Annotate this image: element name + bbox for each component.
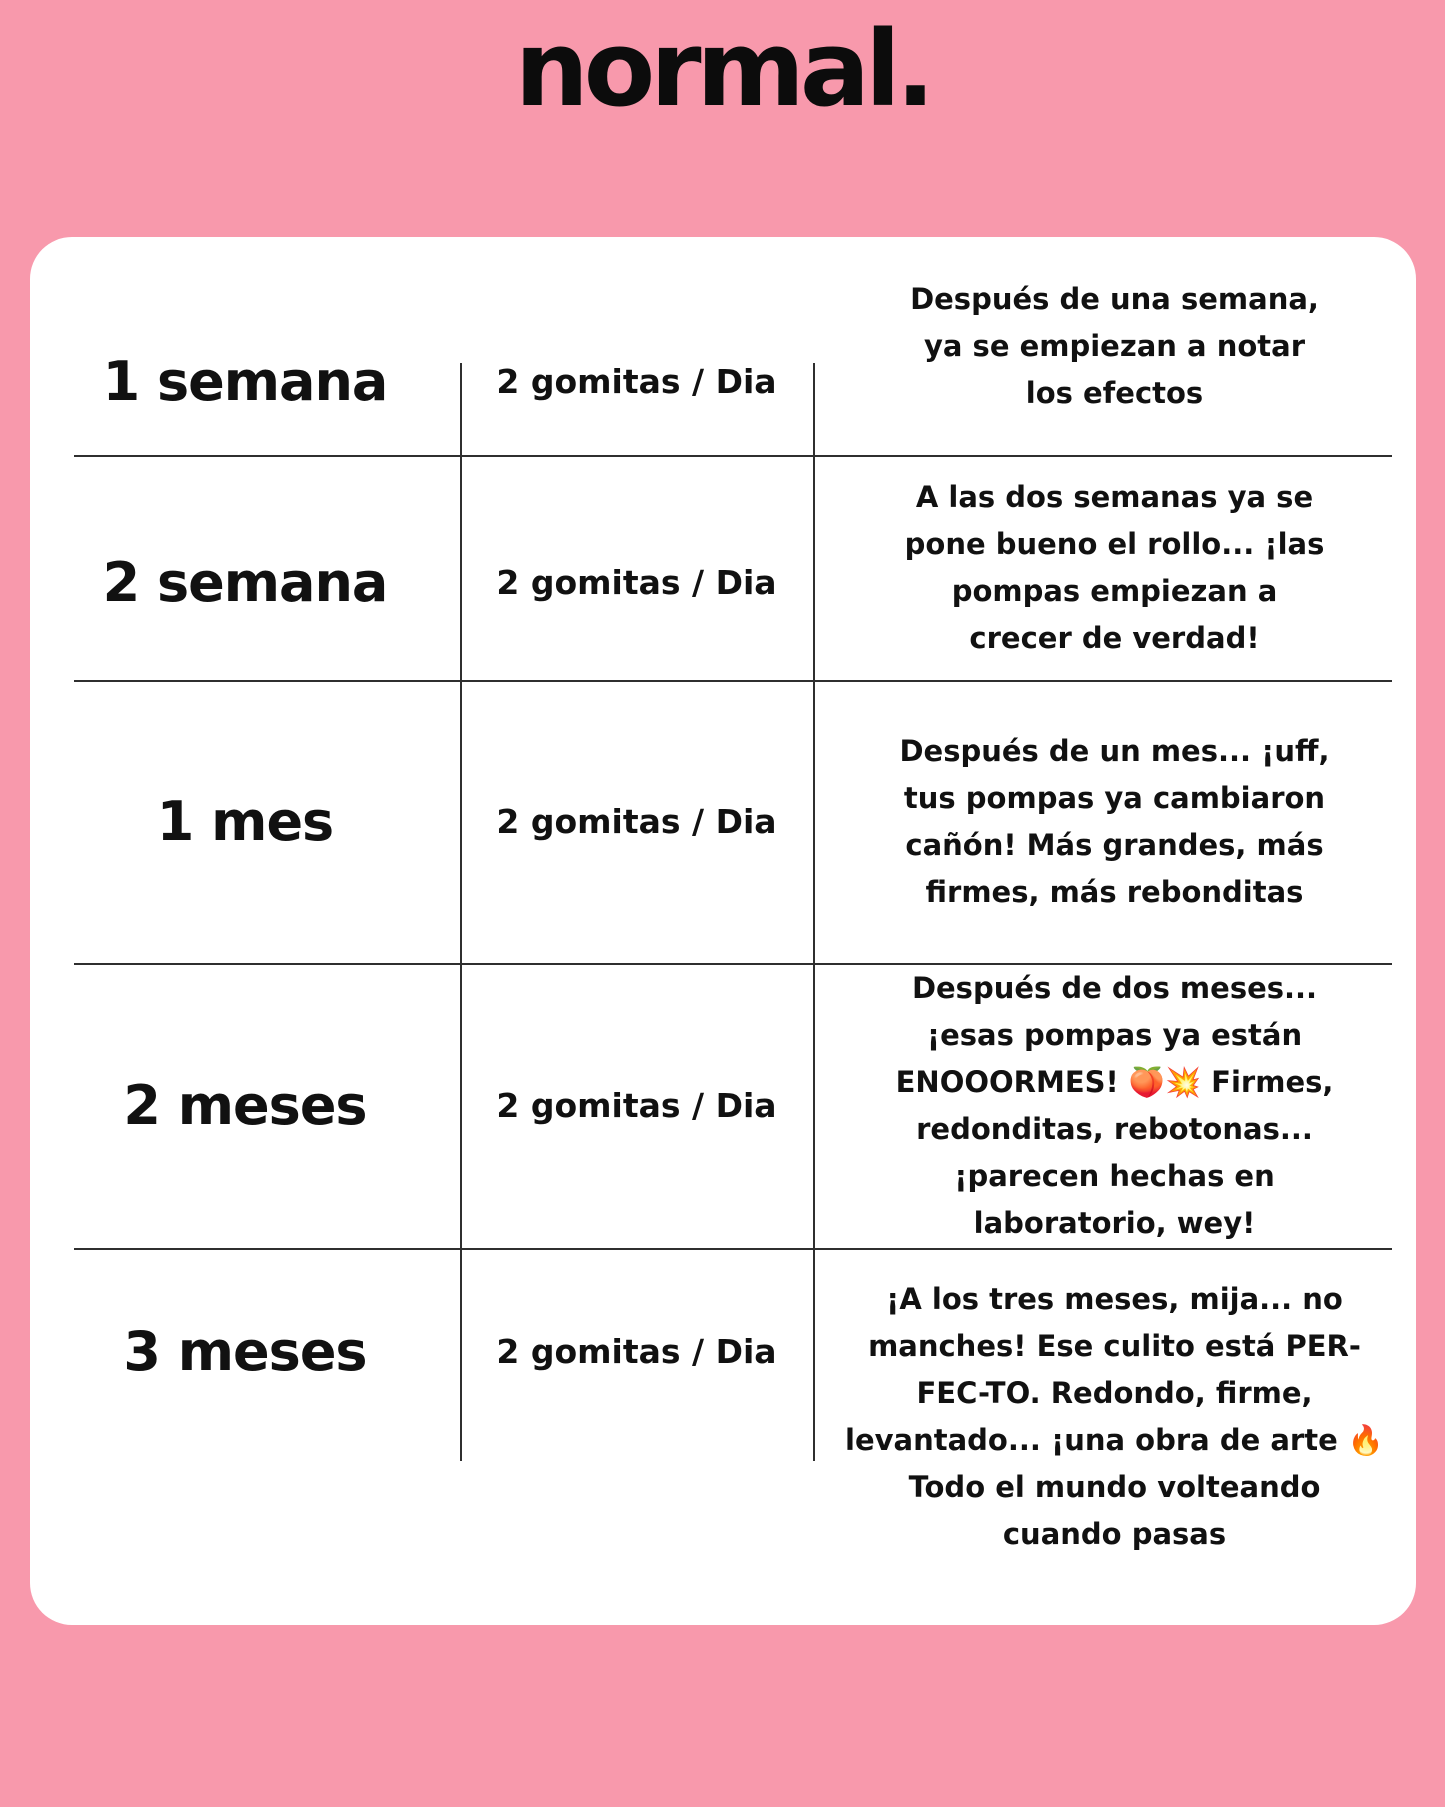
table-row xyxy=(30,1248,1416,1625)
column-divider xyxy=(460,363,462,1461)
description-cell: A las dos semanas ya se pone bueno el rollo... ¡las pompas empiezan a crecer de verdad! xyxy=(904,479,1325,655)
period-cell: 2 meses xyxy=(123,1074,367,1137)
period-cell: 2 semana xyxy=(102,551,388,614)
dose-cell: 2 gomitas / Dia xyxy=(496,1332,777,1371)
dose-cell: 2 gomitas / Dia xyxy=(496,1086,777,1125)
table-row xyxy=(30,455,1416,680)
description-cell: Después de una semana, ya se empiezan a notar los efectos xyxy=(910,281,1319,410)
row-divider xyxy=(74,963,1392,965)
table-row xyxy=(30,680,1416,963)
period-cell: 1 semana xyxy=(102,349,388,413)
description-cell: Después de un mes... ¡uff, tus pompas ya cambiaron cañón! Más grandes, más firmes, más rebonditas xyxy=(899,733,1330,909)
row-divider xyxy=(74,455,1392,457)
brand-logo: normal. xyxy=(514,8,931,130)
dosage-schedule-table xyxy=(30,237,1416,1625)
schedule-card xyxy=(30,237,1416,1625)
row-divider xyxy=(74,1248,1392,1250)
period-cell: 3 meses xyxy=(123,1320,367,1383)
dose-cell: 2 gomitas / Dia xyxy=(496,563,777,602)
period-cell: 1 mes xyxy=(156,790,334,853)
row-divider xyxy=(74,680,1392,682)
description-cell: ¡A los tres meses, mija... no manches! Ese culito está PER- FEC-TO. Redondo, firme, levantado... ¡una obra de arte 🔥 Todo el mundo volteando cuando pasas xyxy=(845,1281,1384,1551)
description-cell: Después de dos meses... ¡esas pompas ya están ENOOORMES! 🍑💥 Firmes, redonditas, rebotonas... ¡parecen hechas en laboratorio, wey! xyxy=(895,970,1334,1240)
table-row xyxy=(30,963,1416,1248)
column-divider xyxy=(813,363,815,1461)
dose-cell: 2 gomitas / Dia xyxy=(496,361,777,401)
table-row xyxy=(30,237,1416,455)
dose-cell: 2 gomitas / Dia xyxy=(496,802,777,841)
